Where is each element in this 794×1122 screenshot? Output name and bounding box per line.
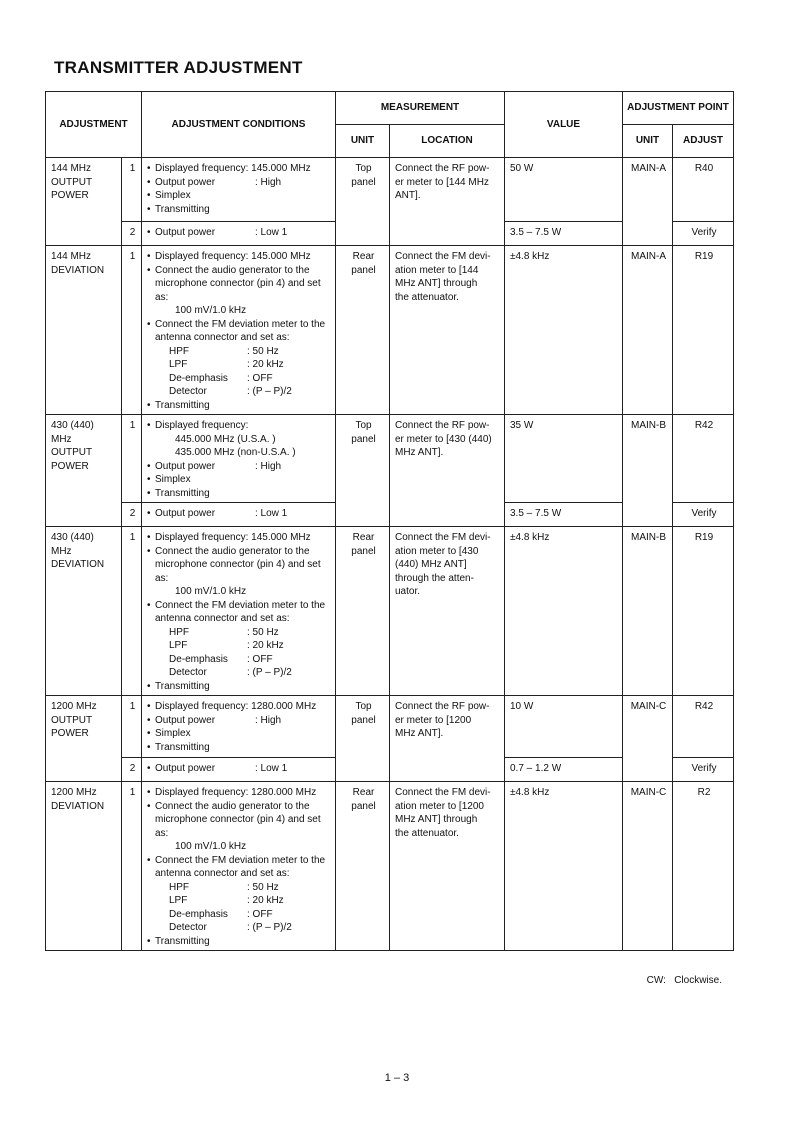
- table-row: [46, 415, 734, 503]
- footnote: CW: Clockwise.: [646, 975, 722, 986]
- conditions: [142, 503, 336, 527]
- measurement-unit: Rear panel: [336, 246, 390, 415]
- step-number: 1: [122, 246, 142, 415]
- page-number: 1 – 3: [384, 1072, 410, 1084]
- measurement-location: Connect the FM devi- ation meter to [430 (440) MHz ANT] through the atten- uator.: [390, 527, 505, 696]
- adjustment-unit: MAIN-A: [623, 158, 673, 246]
- adjustment-unit: MAIN-A: [623, 246, 673, 415]
- adjust-point: R42: [673, 415, 734, 503]
- condition-item: • Transmitting: [147, 741, 332, 755]
- header-location: LOCATION: [390, 125, 505, 158]
- adjust-point: R2: [673, 782, 734, 951]
- adjust-point: Verify: [673, 503, 734, 527]
- conditions: [142, 527, 336, 696]
- adjustment-name: 430 (440) MHz DEVIATION: [46, 527, 122, 696]
- condition-item: • Simplex: [147, 189, 332, 203]
- conditions: [142, 415, 336, 503]
- condition-item: • Output power : High: [147, 714, 332, 728]
- adjustment-unit: MAIN-C: [623, 696, 673, 782]
- header-value: VALUE: [505, 92, 623, 158]
- conditions: [142, 246, 336, 415]
- measurement-location: Connect the FM devi- ation meter to [144 MHz ANT] through the attenuator.: [390, 246, 505, 415]
- condition-item: • Output power : Low 1: [147, 507, 332, 521]
- condition-item: • Connect the audio generator to the microphone connector (pin 4) and set as: 100 mV/1.0 kHz: [147, 264, 332, 318]
- conditions: [142, 782, 336, 951]
- page-title: TRANSMITTER ADJUSTMENT: [54, 58, 303, 77]
- condition-item: • Simplex: [147, 727, 332, 741]
- measurement-location: Connect the FM devi- ation meter to [1200 MHz ANT] through the attenuator.: [390, 782, 505, 951]
- value: 3.5 – 7.5 W: [505, 222, 623, 246]
- adjustment-name: 144 MHz DEVIATION: [46, 246, 122, 415]
- header-adjustment-point: ADJUSTMENT POINT: [623, 92, 734, 125]
- step-number: 1: [122, 415, 142, 503]
- measurement-location: Connect the RF pow- er meter to [430 (440) MHz ANT].: [390, 415, 505, 527]
- value: ±4.8 kHz: [505, 782, 623, 951]
- value: 10 W: [505, 696, 623, 758]
- adjustment-name: 430 (440) MHz OUTPUT POWER: [46, 415, 122, 527]
- condition-item: • Connect the FM deviation meter to the antenna connector and set as: HPF : 50 Hz LPF : 20 kHz De-emphasis : OFF Detector : (P – P)/2: [147, 599, 332, 680]
- step-number: 1: [122, 696, 142, 758]
- adjustment-name: 144 MHz OUTPUT POWER: [46, 158, 122, 246]
- conditions: [142, 696, 336, 758]
- adjust-point: R19: [673, 527, 734, 696]
- value: 50 W: [505, 158, 623, 222]
- condition-item: • Displayed frequency: 145.000 MHz: [147, 162, 332, 176]
- header-measurement: MEASUREMENT: [336, 92, 505, 125]
- measurement-unit: Rear panel: [336, 527, 390, 696]
- condition-item: • Displayed frequency: 145.000 MHz: [147, 531, 332, 545]
- header-ap-adjust: ADJUST: [673, 125, 734, 158]
- value: ±4.8 kHz: [505, 527, 623, 696]
- step-number: 2: [122, 758, 142, 782]
- header-conditions: ADJUSTMENT CONDITIONS: [142, 92, 336, 158]
- table-row: [46, 782, 734, 951]
- table-row: [46, 527, 734, 696]
- adjustment-unit: MAIN-B: [623, 415, 673, 527]
- condition-item: • Displayed frequency: 1280.000 MHz: [147, 700, 332, 714]
- adjust-point: R40: [673, 158, 734, 222]
- condition-item: • Output power : High: [147, 460, 332, 474]
- step-number: 1: [122, 527, 142, 696]
- condition-item: • Transmitting: [147, 399, 332, 413]
- adjust-point: R42: [673, 696, 734, 758]
- measurement-unit: Top panel: [336, 158, 390, 246]
- adjust-point: R19: [673, 246, 734, 415]
- condition-item: • Connect the FM deviation meter to the antenna connector and set as: HPF : 50 Hz LPF : 20 kHz De-emphasis : OFF Detector : (P – P)/2: [147, 318, 332, 399]
- condition-item: • Displayed frequency: 145.000 MHz: [147, 250, 332, 264]
- condition-item: • Connect the FM deviation meter to the antenna connector and set as: HPF : 50 Hz LPF : 20 kHz De-emphasis : OFF Detector : (P – P)/2: [147, 854, 332, 935]
- adjustment-table: [45, 91, 734, 951]
- step-number: 1: [122, 158, 142, 222]
- condition-item: • Displayed frequency: 445.000 MHz (U.S.A. ) 435.000 MHz (non-U.S.A. ): [147, 419, 332, 460]
- value: 0.7 – 1.2 W: [505, 758, 623, 782]
- table-row: [46, 246, 734, 415]
- table-row: [46, 158, 734, 222]
- step-number: 2: [122, 222, 142, 246]
- conditions: [142, 758, 336, 782]
- condition-item: • Transmitting: [147, 935, 332, 949]
- header-meas-unit: UNIT: [336, 125, 390, 158]
- measurement-unit: Top panel: [336, 696, 390, 782]
- header-adjustment: ADJUSTMENT: [46, 92, 142, 158]
- step-number: 2: [122, 503, 142, 527]
- condition-item: • Output power : High: [147, 176, 332, 190]
- table-row: [46, 696, 734, 758]
- condition-item: • Output power : Low 1: [147, 226, 332, 240]
- measurement-unit: Top panel: [336, 415, 390, 527]
- adjustment-name: 1200 MHz DEVIATION: [46, 782, 122, 951]
- adjustment-name: 1200 MHz OUTPUT POWER: [46, 696, 122, 782]
- conditions: [142, 158, 336, 222]
- condition-item: • Simplex: [147, 473, 332, 487]
- condition-item: • Connect the audio generator to the microphone connector (pin 4) and set as: 100 mV/1.0 kHz: [147, 800, 332, 854]
- step-number: 1: [122, 782, 142, 951]
- header-ap-unit: UNIT: [623, 125, 673, 158]
- value: 3.5 – 7.5 W: [505, 503, 623, 527]
- adjustment-unit: MAIN-B: [623, 527, 673, 696]
- condition-item: • Transmitting: [147, 203, 332, 217]
- condition-item: • Output power : Low 1: [147, 762, 332, 776]
- measurement-unit: Rear panel: [336, 782, 390, 951]
- adjustment-unit: MAIN-C: [623, 782, 673, 951]
- condition-item: • Transmitting: [147, 680, 332, 694]
- adjust-point: Verify: [673, 758, 734, 782]
- adjust-point: Verify: [673, 222, 734, 246]
- conditions: [142, 222, 336, 246]
- condition-item: • Transmitting: [147, 487, 332, 501]
- measurement-location: Connect the RF pow- er meter to [144 MHz ANT].: [390, 158, 505, 246]
- condition-item: • Displayed frequency: 1280.000 MHz: [147, 786, 332, 800]
- value: 35 W: [505, 415, 623, 503]
- condition-item: • Connect the audio generator to the microphone connector (pin 4) and set as: 100 mV/1.0 kHz: [147, 545, 332, 599]
- measurement-location: Connect the RF pow- er meter to [1200 MHz ANT].: [390, 696, 505, 782]
- value: ±4.8 kHz: [505, 246, 623, 415]
